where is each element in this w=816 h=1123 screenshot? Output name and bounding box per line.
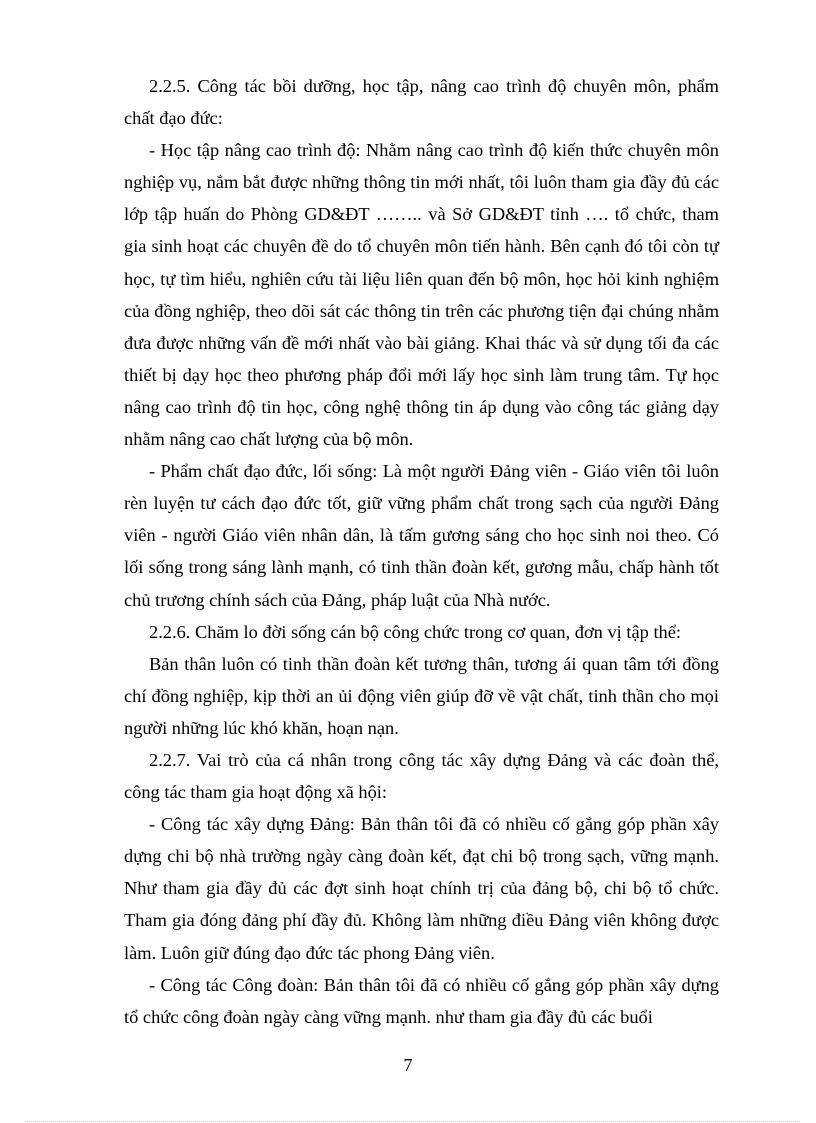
paragraph-cong-doan: - Công tác Công đoàn: Bản thân tôi đã có nhiều cố gắng góp phần xây dựng tổ chức công đoàn ngày càng vững mạnh. như tham gia đầy đủ các buổi [124, 974, 719, 1027]
document-page [124, 70, 719, 1033]
section-heading-2-2-7: 2.2.7. Vai trò của cá nhân trong công tác xây dựng Đảng và các đoàn thể, công tác tham gia hoạt động xã hội: [124, 749, 719, 803]
page-bottom-divider [25, 1121, 800, 1122]
paragraph-hoc-tap-nang-cao: - Học tập nâng cao trình độ: Nhằm nâng cao trình độ kiến thức chuyên môn nghiệp vụ, nắm bắt được những thông tin mới nhất, tôi luôn tham gia đầy đủ các lớp tập huấn do Phòng GD&ĐT …….. và Sở GD&ĐT tỉnh …. tổ chức, tham gia sinh hoạt các chuyên đề do tổ chuyên môn tiến hành. Bên cạnh đó tôi còn tự học, tự tìm hiểu, nghiên cứu tài liệu liên quan đến bộ môn, học hỏi kinh nghiệm của đồng nghiệp, theo dõi sát các thông tin trên các phương tiện đại chúng nhằm đưa được những vấn đề mới nhất vào bài giảng. Khai thác và sử dụng tối đa các thiết bị dạy học theo phương pháp đổi mới lấy học sinh làm trung tâm. Tự học nâng cao trình độ tin học, công nghệ thông tin áp dụng vào công tác giảng dạy nhằm nâng cao chất lượng của bộ môn. [124, 140, 719, 450]
paragraph-pham-chat-dao-duc: - Phẩm chất đạo đức, lối sống: Là một người Đảng viên - Giáo viên tôi luôn rèn luyện tư cách đạo đức tốt, giữ vững phẩm chất trong sạch của người Đảng viên - người Giáo viên nhân dân, là tấm gương sáng cho học sinh noi theo. Có lối sống trong sáng lành mạnh, có tinh thần đoàn kết, gương mẫu, chấp hành tốt chủ trương chính sách của Đảng, pháp luật của Nhà nước. [124, 461, 719, 610]
section-heading-2-2-5: 2.2.5. Công tác bồi dưỡng, học tập, nâng cao trình độ chuyên môn, phẩm chất đạo đức: [124, 76, 719, 129]
section-heading-2-2-6: 2.2.6. Chăm lo đời sống cán bộ công chức trong cơ quan, đơn vị tập thể: [149, 621, 682, 642]
page-number: 7 [403, 1055, 413, 1075]
paragraph-ban-than: Bản thân luôn có tinh thần đoàn kết tương thân, tương ái quan tâm tới đồng chí đồng nghiệp, kịp thời an ủi động viên giúp đỡ về vật chất, tinh thần cho mọi người những lúc khó khăn, hoạn nạn. [124, 653, 719, 738]
paragraph-xay-dung-dang: - Công tác xây dựng Đảng: Bản thân tôi đã có nhiều cố gắng góp phần xây dựng chi bộ nhà trường ngày càng đoàn kết, đạt chi bộ trong sạch, vững mạnh. Như tham gia đầy đủ các đợt sinh hoạt chính trị của đảng bộ, chi bộ tổ chức. Tham gia đóng đảng phí đầy đủ. Không làm những điều Đảng viên không được làm. Luôn giữ đúng đạo đức tác phong Đảng viên. [124, 814, 719, 963]
